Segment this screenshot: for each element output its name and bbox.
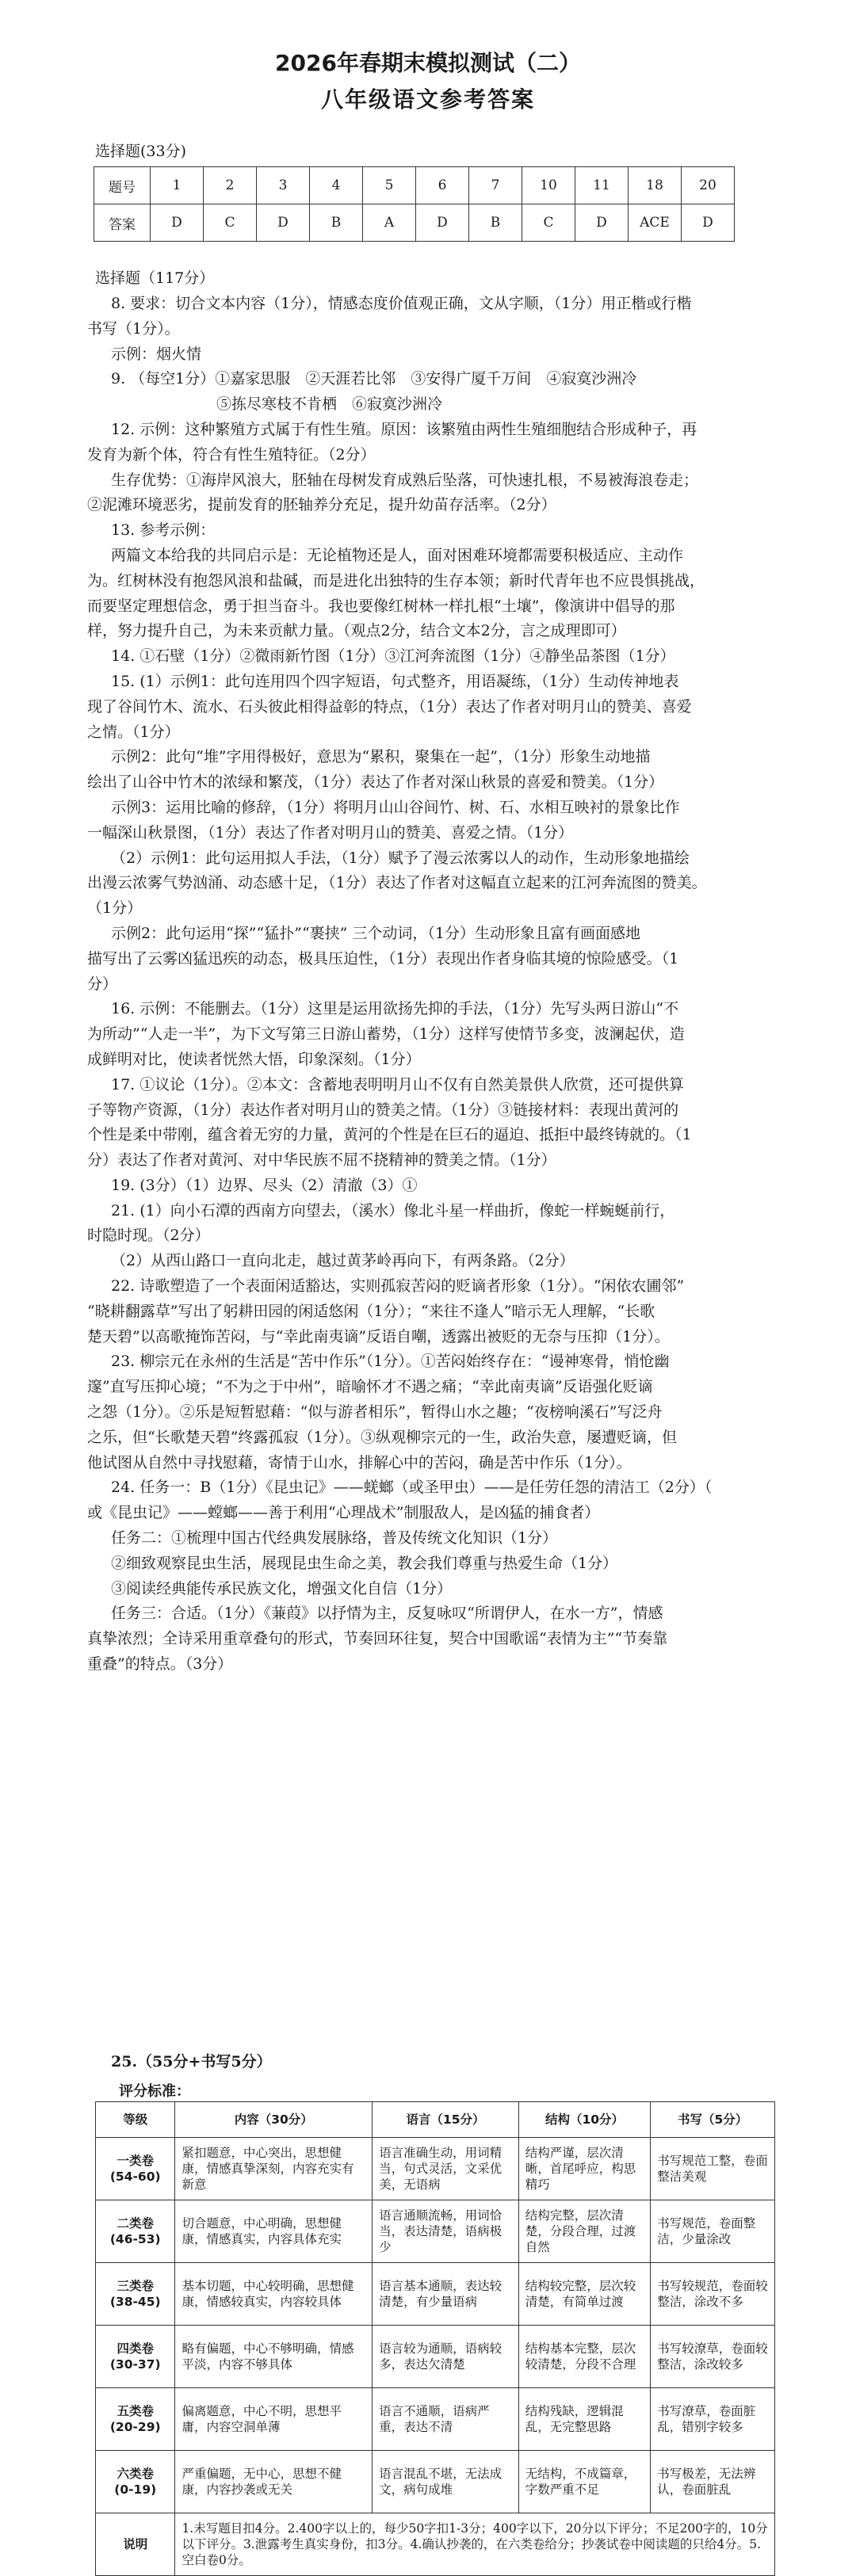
answer-line: 13. 参考示例： (111, 521, 216, 540)
answer-line: 示例2：此句运用“探”“猛扑”“裹挟” 三个动词，（1分）生动形象且富有画面感地 (111, 924, 640, 942)
note-label: 说明 (96, 2513, 175, 2576)
answer-line: 现了谷间竹木、流水、石头彼此相得益彰的特点，（1分）表达了作者对明月山的赞美、喜爱 (87, 697, 692, 716)
grade-level: 四类卷 (30-37) (96, 2326, 175, 2388)
answer-line: 书写（1分）。 (87, 319, 180, 338)
mc-number-row (94, 167, 735, 204)
answer-line: （1分） (87, 899, 143, 918)
answer-line: 一幅深山秋景图，（1分）表达了作者对明月山的赞美、喜爱之情。（1分） (87, 823, 574, 841)
grading-note-row (96, 2513, 775, 2576)
grading-header: 语言（15分） (373, 2102, 519, 2138)
answer-line: 样，努力提升自己，为未来贡献力量。（观点2分，结合文本2分，言之成理即可） (87, 622, 626, 640)
answer-line: 绘出了山谷中竹木的浓绿和繁茂，（1分）表达了作者对深山秋景的喜爱和赞美。（1分） (87, 773, 664, 792)
mc-number: 11 (575, 167, 629, 204)
answer-line: 成鲜明对比，使读者恍然大悟，印象深刻。（1分） (87, 1050, 421, 1068)
grading-row (96, 2326, 775, 2388)
mc-answer-table (94, 166, 735, 242)
answer-line: 分） (87, 975, 118, 993)
answer-line: 19. (3分）（1）边界、尽头（2）清澈（3）① (111, 1176, 418, 1194)
grading-header: 结构（10分） (518, 2102, 650, 2138)
mc-number: 18 (629, 167, 682, 204)
content-criteria: 严重偏题，无中心，思想不健康，内容抄袭或无关 (175, 2451, 373, 2513)
answer-line: 任务二：①梳理中国古代经典发展脉络，普及传统文化知识（1分） (111, 1529, 558, 1548)
answer-line: 发育为新个体，符合有性生殖特征。（2分） (87, 445, 376, 464)
answer-line: 分）表达了作者对黄河、对中华民族不屈不挠精神的赞美之情。（1分） (87, 1151, 556, 1170)
grade-level: 一类卷 (54-60) (96, 2138, 175, 2200)
content-criteria: 偏离题意，中心不明，思想平庸，内容空洞单薄 (175, 2388, 373, 2451)
mc-answer: B (310, 204, 363, 242)
content-criteria: 切合题意，中心明确，思想健康，情感真实，内容具体充实 (175, 2200, 373, 2263)
grading-row (96, 2451, 775, 2513)
answer-line: 23. 柳宗元在永州的生活是“苦中作乐”（1分）。①苦闷始终存在：“谩神寒骨，悄怆幽 (111, 1353, 670, 1371)
answer-line: 14. ①石壁（1分）②微雨新竹图（1分）③江河奔流图（1分）④静坐品茶图（1分） (111, 647, 675, 666)
answer-line: 24. 任务一：B（1分）《昆虫记》——蜣螂（或圣甲虫）——是任劳任怨的清洁工（2分）（ (111, 1479, 713, 1497)
answer-line: 17. ①议论（1分）。②本文：含蓄地表明明月山不仅有自然美景供人欣赏，还可提供算 (111, 1075, 684, 1093)
answer-line: 而要坚定理想信念，勇于担当奋斗。我也要像红树林一样扎根“土壤”，像演讲中倡导的那 (87, 597, 675, 615)
structure-criteria: 结构严谨，层次清晰，首尾呼应，构思精巧 (518, 2138, 650, 2200)
mc-heading: 选择题(33分) (95, 143, 187, 160)
essay-grading-table (95, 2101, 775, 2576)
page-title: 2026年春期末模拟测试（二） (275, 50, 581, 76)
content-criteria: 略有偏题，中心不够明确，情感平淡，内容不够具体 (175, 2326, 373, 2388)
writing-criteria: 书写潦草，卷面脏乱，错别字较多 (651, 2388, 775, 2451)
mc-number: 5 (363, 167, 416, 204)
answer-line: 21. (1）向小石潭的西南方向望去，（溪水）像北斗星一样曲折，像蛇一样蜿蜒前行， (111, 1201, 675, 1219)
answer-line: 示例2：此句“堆”字用得极好，意思为“累积，聚集在一起”，（1分）形象生动地描 (111, 748, 651, 766)
content-criteria: 紧扣题意，中心突出，思想健康，情感真挚深刻，内容充实有新意 (175, 2138, 373, 2200)
page-subtitle: 八年级语文参考答案 (320, 86, 535, 113)
language-criteria: 语言混乱不堪，无法成文，病句成堆 (373, 2451, 519, 2513)
grading-header: 内容（30分） (175, 2102, 373, 2138)
answer-line: （2）从西山路口一直向北走，越过黄茅岭再向下，有两条路。（2分） (111, 1252, 575, 1270)
answer-line: 他试图从自然中寻找慰藉，寄情于山水，排解心中的苦闷，确是苦中作乐（1分）。 (87, 1453, 632, 1471)
grade-level: 六类卷 (0-19) (96, 2451, 175, 2513)
mc-row-label: 题号 (94, 167, 151, 204)
mc-number: 10 (522, 167, 575, 204)
answer-line: 16. 示例：不能删去。（1分）这里是运用欲扬先抑的手法，（1分）先写头两日游山“不 (111, 1000, 679, 1018)
essay-heading: 25.（55分+书写5分） (111, 2053, 272, 2070)
answer-line: 12. 示例：这种繁殖方式属于有性生殖。原因：该繁殖由两性生殖细胞结合形成种子，再 (111, 420, 697, 438)
mc-number: 1 (151, 167, 204, 204)
answer-line: 为。红树林没有抱怨风浪和盐碱，而是进化出独特的生存本领；新时代青年也不应畏惧挑战， (87, 571, 705, 590)
answer-line: 描写出了云雾凶猛迅疾的动态，极具压迫性，（1分）表现出作者身临其境的惊险感受。（1 (87, 949, 679, 967)
structure-criteria: 结构较完整，层次较清楚，有简单过渡 (518, 2263, 650, 2326)
mc-answer: C (204, 204, 257, 242)
answer-line: 出漫云浓雾气势汹涌、动态感十足，（1分）表达了作者对这幅直立起来的江河奔流图的赞美。 (87, 874, 707, 892)
answer-line: （2）示例1：此句运用拟人手法，（1分）赋予了漫云浓雾以人的动作，生动形象地描绘 (111, 849, 690, 867)
answer-line: 之情。（1分） (87, 723, 180, 741)
structure-criteria: 无结构，不成篇章，字数严重不足 (518, 2451, 650, 2513)
answer-line: 重叠”的特点。（3分） (87, 1655, 233, 1673)
mc-number: 20 (682, 167, 735, 204)
writing-criteria: 书写较规范，卷面较整洁，涂改不多 (651, 2263, 775, 2326)
structure-criteria: 结构完整，层次清楚，分段合理，过渡自然 (518, 2200, 650, 2263)
writing-criteria: 书写较潦草，卷面较整洁，涂改较多 (651, 2326, 775, 2388)
answer-line: ⑤拣尽寒枝不肯栖 ⑥寂寞沙洲冷 (111, 395, 443, 414)
mc-number: 3 (257, 167, 310, 204)
answer-line: 时隐时现。（2分） (87, 1227, 210, 1245)
note-text: 1.未写题目扣4分。2.400字以上的，每少50字扣1-3分；400字以下，20分以下评分；不足200字的，10分以下评分。3.泄露考生真实身份，扣3分。4.确认抄袭的，在六类卷给分；抄袭试卷中阅读题的只给4分。5.空白卷0分。 (175, 2513, 775, 2576)
content-criteria: 基本切题，中心较明确，思想健康，情感较真实，内容较具体 (175, 2263, 373, 2326)
mc-answer: D (575, 204, 629, 242)
grade-level: 五类卷 (20-29) (96, 2388, 175, 2451)
answer-line: 8. 要求：切合文本内容（1分），情感态度价值观正确，文从字顺，（1分）用正楷或行楷 (111, 295, 692, 312)
grading-header: 书写（5分） (651, 2102, 775, 2138)
mc-answer: D (682, 204, 735, 242)
grading-header: 等级 (96, 2102, 175, 2138)
nonmc-heading: 选择题（117分） (95, 269, 215, 287)
structure-criteria: 结构残缺，逻辑混乱，无完整思路 (518, 2388, 650, 2451)
writing-criteria: 书写极差，无法辨认，卷面脏乱 (651, 2451, 775, 2513)
mc-number: 4 (310, 167, 363, 204)
answer-line: “晓耕翻露草”写出了躬耕田园的闲适悠闲（1分）；“来往不逢人”暗示无人理解，“长歌 (87, 1302, 655, 1320)
answer-line: 楚天碧”以高歌掩饰苦闷，与“幸此南夷谪”反语自嘲，透露出被贬的无奈与压抑（1分）。 (87, 1327, 670, 1345)
answer-line: ③阅读经典能传承民族文化，增强文化自信（1分） (111, 1579, 453, 1597)
answer-line: 示例：烟火情 (111, 345, 202, 363)
mc-answer: A (363, 204, 416, 242)
structure-criteria: 结构基本完整，层次较清楚，分段不合理 (518, 2326, 650, 2388)
mc-answer-row (94, 204, 735, 242)
grading-row (96, 2388, 775, 2451)
answer-line: 示例3：运用比喻的修辞，（1分）将明月山山谷间竹、树、石、水相互映衬的景象比作 (111, 798, 680, 816)
criteria-heading: 评分标准： (119, 2083, 190, 2100)
mc-answer: D (257, 204, 310, 242)
answer-line: ②细致观察昆虫生活，展现昆虫生命之美，教会我们尊重与热爱生命（1分） (111, 1554, 618, 1572)
mc-answer: ACE (629, 204, 682, 242)
language-criteria: 语言较为通顺，语病较多，表达欠清楚 (373, 2326, 519, 2388)
mc-number: 6 (416, 167, 469, 204)
mc-answer: D (416, 204, 469, 242)
answer-line: 15. (1）示例1：此句连用四个四字短语，句式整齐，用语凝练，（1分）生动传神地表 (111, 672, 679, 690)
answer-line: 9. （每空1分）①嘉家思服 ②天涯若比邻 ③安得广厦千万间 ④寂寞沙洲冷 (111, 370, 637, 388)
answer-line: 22. 诗歌塑造了一个表面闲适豁达，实则孤寂苦闷的贬谪者形象（1分）。“闲依农圃邻” (111, 1277, 685, 1296)
answer-line: 为所动”“人走一半”，为下文写第三日游山蓄势，（1分）这样写使情节多变，波澜起伏，造 (87, 1025, 685, 1044)
grading-header-row (96, 2102, 775, 2138)
answer-line: 子等物产资源，（1分）表达作者对明月山的赞美之情。（1分）③链接材料：表现出黄河的 (87, 1101, 679, 1119)
mc-number: 7 (469, 167, 522, 204)
language-criteria: 语言通顺流畅，用词恰当，表达清楚，语病极少 (373, 2200, 519, 2263)
mc-number: 2 (204, 167, 257, 204)
answer-line: 任务三：合适。（1分）《蒹葭》以抒情为主，反复咏叹“所谓伊人，在水一方”，情感 (111, 1605, 663, 1623)
answer-line: 生存优势：①海岸风浪大，胚轴在母树发育成熟后坠落，可快速扎根，不易被海浪卷走； (111, 471, 699, 489)
answer-line: 个性是柔中带刚，蕴含着无穷的力量，黄河的个性是在巨石的逼迫、抵拒中最终铸就的。（1 (87, 1126, 692, 1144)
language-criteria: 语言基本通顺，表达较清楚，有少量语病 (373, 2263, 519, 2326)
answer-line: 真挚浓烈；全诗采用重章叠句的形式，节奏回环往复，契合中国歌谣“表情为主”“节奏靠 (87, 1630, 668, 1648)
grade-level: 三类卷 (38-45) (96, 2263, 175, 2326)
answer-line: 两篇文本给我的共同启示是：无论植物还是人，面对困难环境都需要积极适应、主动作 (111, 546, 684, 564)
answer-line: 或《昆虫记》——螳螂——善于利用“心理战术”制服敌人，是凶猛的捕食者） (87, 1504, 600, 1522)
mc-answer: D (151, 204, 204, 242)
mc-answer: C (522, 204, 575, 242)
answer-line: 之怨（1分）。②乐是短暂慰藉：“似与游者相乐”，暂得山水之趣；“夜榜响溪石”写泛舟 (87, 1403, 663, 1422)
language-criteria: 语言准确生动，用词精当，句式灵活，文采优美，无语病 (373, 2138, 519, 2200)
mc-row-label: 答案 (94, 204, 151, 242)
answer-body (87, 292, 785, 1677)
answer-line: ②泥滩环境恶劣，提前发育的胚轴养分充足，提升幼苗存活率。（2分） (87, 496, 556, 514)
grading-row (96, 2263, 775, 2326)
grading-row (96, 2200, 775, 2263)
writing-criteria: 书写规范工整，卷面整洁美观 (651, 2138, 775, 2200)
grading-row (96, 2138, 775, 2200)
answer-line: 邃”直写压抑心境；“不为之于中州”，暗喻怀才不遇之痛；“幸此南夷谪”反语强化贬谪 (87, 1378, 653, 1396)
grade-level: 二类卷 (46-53) (96, 2200, 175, 2263)
language-criteria: 语言不通顺，语病严重，表达不清 (373, 2388, 519, 2451)
writing-criteria: 书写规范，卷面整洁，少量涂改 (651, 2200, 775, 2263)
mc-answer: B (469, 204, 522, 242)
answer-line: 之乐，但“长歌楚天碧”终露孤寂（1分）。③纵观柳宗元的一生，政治失意，屡遭贬谪，但 (87, 1428, 678, 1446)
